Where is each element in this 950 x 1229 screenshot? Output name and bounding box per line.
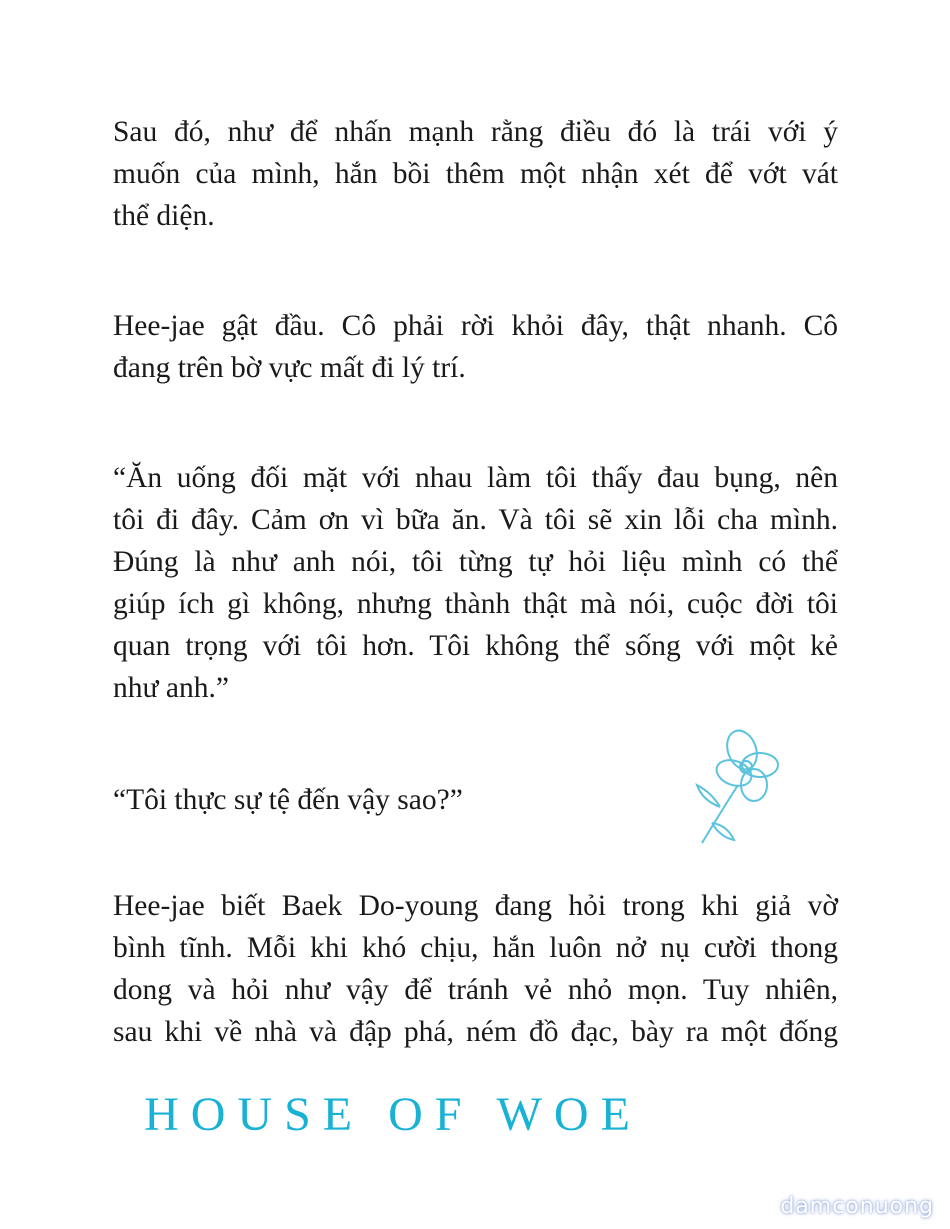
text-line: sau khi về nhà và đập phá, ném đồ đạc, bày ra một đống <box>113 1016 838 1048</box>
text-line: như anh.” <box>113 672 229 704</box>
text-line: Hee-jae gật đầu. Cô phải rời khỏi đây, thật nhanh. Cô <box>113 310 838 342</box>
paragraph-4 <box>113 779 838 821</box>
paragraph-5 <box>113 885 838 1053</box>
text-line: muốn của mình, hắn bồi thêm một nhận xét để vớt vát <box>113 158 838 190</box>
text-line: dong và hỏi như vậy để tránh vẻ nhỏ mọn. Tuy nhiên, <box>113 974 838 1006</box>
paragraph-2 <box>113 305 838 389</box>
site-watermark: damconuong <box>780 1194 934 1219</box>
watermark-text: HOUSE OF WOE <box>144 1088 642 1141</box>
text-line: thể diện. <box>113 200 215 232</box>
text-line: bình tĩnh. Mỗi khi khó chịu, hắn luôn nở nụ cười thong <box>113 932 838 964</box>
text-line: quan trọng với tôi hơn. Tôi không thể sống với một kẻ <box>113 630 838 662</box>
text-line: Hee-jae biết Baek Do-young đang hỏi trong khi giả vờ <box>113 890 838 922</box>
text-line: Sau đó, như để nhấn mạnh rằng điều đó là trái với ý <box>113 116 838 148</box>
paragraph-3 <box>113 457 838 709</box>
text-line: đang trên bờ vực mất đi lý trí. <box>113 352 466 384</box>
text-line: giúp ích gì không, nhưng thành thật mà nói, cuộc đời tôi <box>113 588 838 620</box>
text-line: “Tôi thực sự tệ đến vậy sao?” <box>113 784 463 816</box>
text-line: tôi đi đây. Cảm ơn vì bữa ăn. Và tôi sẽ xin lỗi cha mình. <box>113 504 838 536</box>
paragraph-1 <box>113 111 838 237</box>
text-line: Đúng là như anh nói, tôi từng tự hỏi liệu mình có thể <box>113 546 838 578</box>
text-line: “Ăn uống đối mặt với nhau làm tôi thấy đau bụng, nên <box>113 462 838 494</box>
